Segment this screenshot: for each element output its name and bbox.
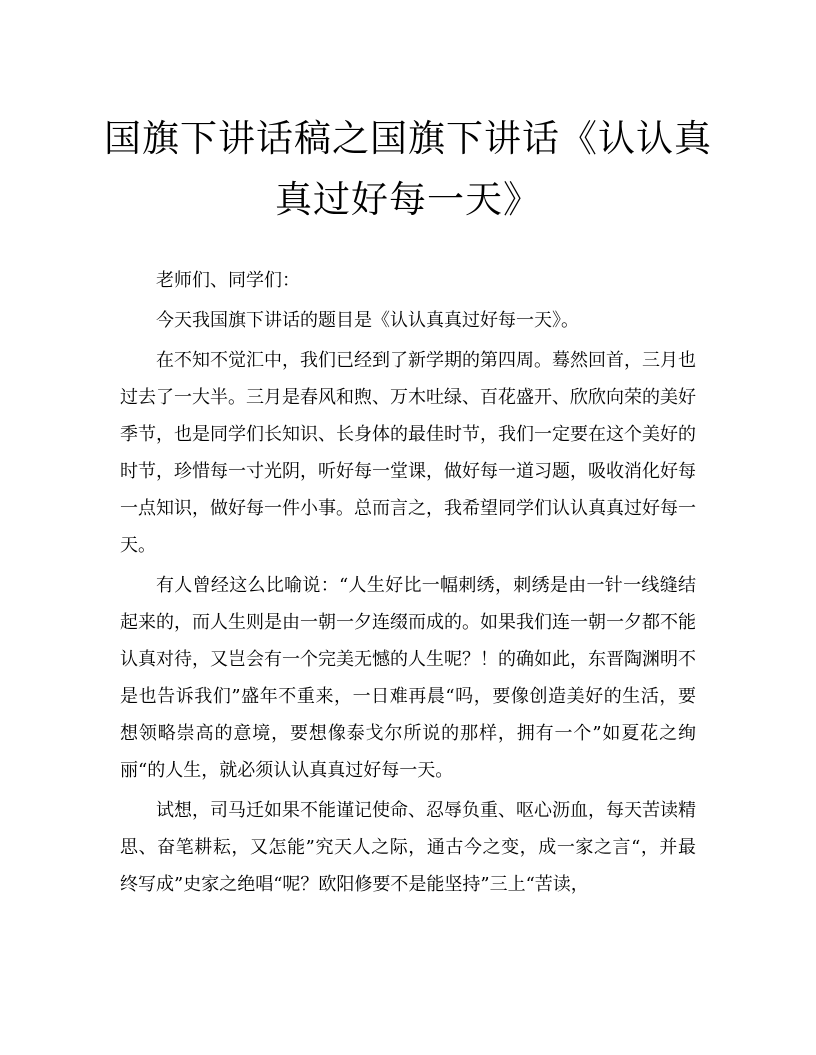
paragraph-topic: 今天我国旗下讲话的题目是《认认真真过好每一天》。 [156, 310, 579, 331]
paragraph-greeting: 老师们、同学们： [156, 270, 300, 291]
paragraph: 在不知不觉汇中，我们已经到了新学期的第四周。蓦然回首，三月也过去了一大半。三月是春风和煦、万木吐绿、百花盛开、欣欣向荣的美好季节，也是同学们长知识、长身体的最佳时节，我们一定要在这个美好的时节，珍惜每一寸光阴，听好每一堂课，做好每一道习题，吸收消化好每一点知识，做好每一件小事。总而言之，我希望同学们认认真真过好每一天。 [120, 350, 696, 556]
paragraph: 有人曾经这么比喻说：“人生好比一幅刺绣，刺绣是由一针一线缝结起来的，而人生则是由一朝一夕连缀而成的。如果我们连一朝一夕都不能认真对待，又岂会有一个完美无憾的人生呢？！的确如此，东晋陶渊明不是也告诉我们”盛年不重来，一日难再晨“吗，要像创造美好的生活，要想领略崇高的意境，要想像泰戈尔所说的那样，拥有一个”如夏花之绚丽“的人生，就必须认认真真过好每一天。 [120, 575, 696, 781]
document-body [120, 262, 696, 906]
document-title: 国旗下讲话稿之国旗下讲话《认认真真过好每一天》 [104, 117, 712, 221]
paragraph: 试想，司马迁如果不能谨记使命、忍辱负重、呕心沥血，每天苦读精思、奋笔耕耘，又怎能”究天人之际，通古今之变，成一家之言“，并最终写成”史家之绝唱“呢？欧阳修要不是能坚持”三上“苦读， [120, 800, 696, 895]
